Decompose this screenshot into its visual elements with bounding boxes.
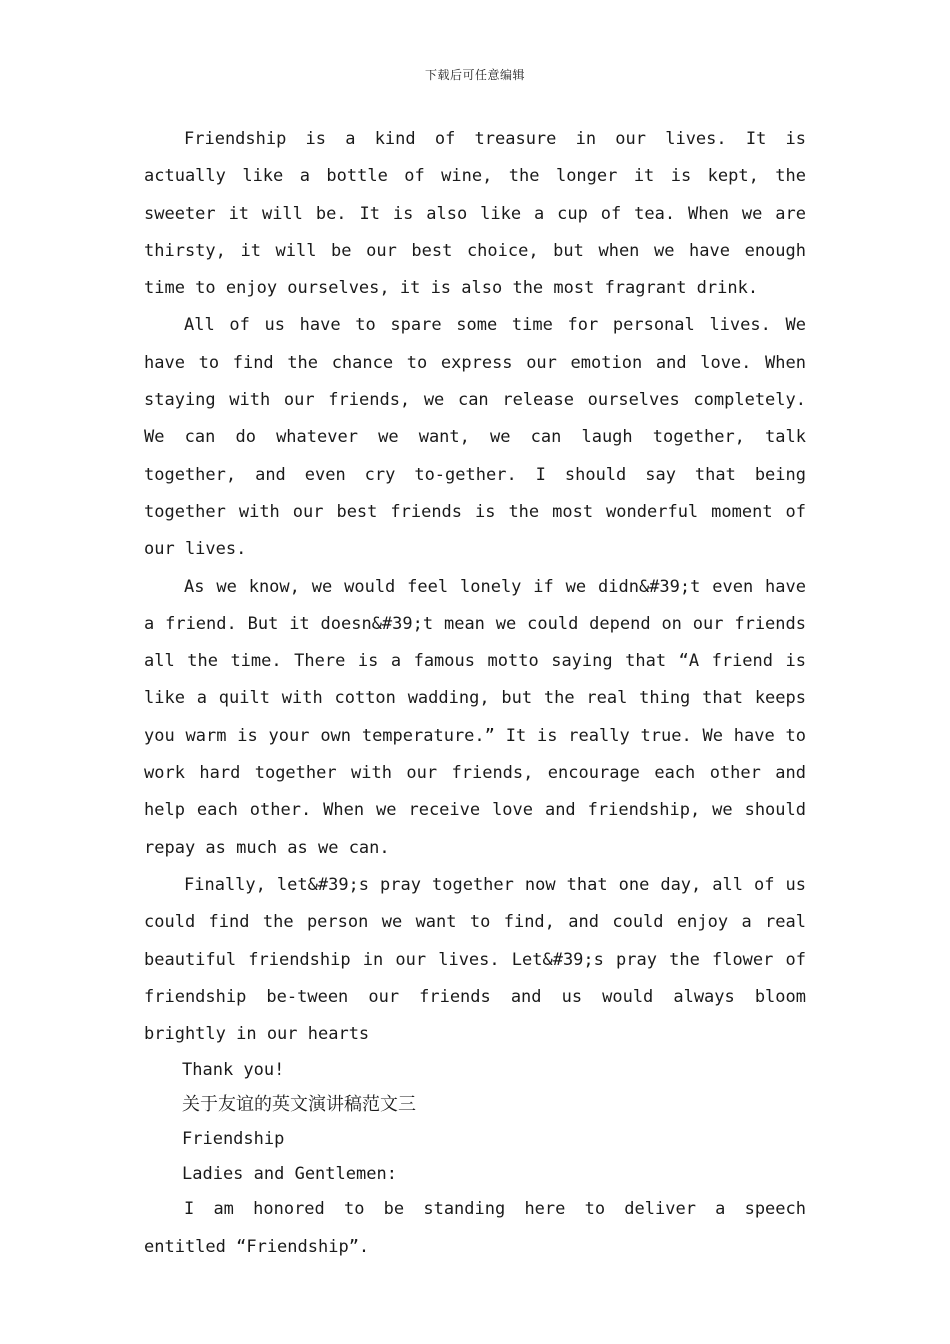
paragraph-1: Friendship is a kind of treasure in our lives. It is actually like a bottle of wine, the longer it is kept, the sweeter it will be. It is also like a cup of tea. When we are thirsty, it will be our best choice, but when we have enough time to enjoy ourselves, it is also the most fragrant drink. <box>144 129 806 299</box>
page-header: 下载后可任意编辑 <box>424 68 525 82</box>
thanks-line: Thank you! <box>182 1060 285 1081</box>
paragraph-5: I am honored to be standing here to deliver a speech entitled “Friendship”. <box>144 1199 806 1257</box>
speech-title: Friendship <box>182 1129 285 1150</box>
salutation: Ladies and Gentlemen: <box>182 1163 397 1184</box>
paragraph-3: As we know, we would feel lonely if we didn&#39;t even have a friend. But it doesn&#39;t mean we could depend on our friends all the time. There is a famous motto saying that “A friend is like a quilt with cotton wadding, but the real thing that keeps you warm is your own temperature.” It is really true. We have to work hard together with our friends, encourage each other and help each other. When we receive love and friendship, we should repay as much as we can. <box>144 576 806 858</box>
document-body <box>144 121 806 1266</box>
paragraph-4: Finally, let&#39;s pray together now that one day, all of us could find the person we want to find, and could enjoy a real beautiful friendship in our lives. Let&#39;s pray the flower of friendship be-tween our friends and us would always bloom brightly in our hearts <box>144 874 806 1045</box>
paragraph-2: All of us have to spare some time for personal lives. We have to find the chance to express our emotion and love. When staying with our friends, we can release ourselves completely. We can do whatever we want, we can laugh together, talk together, and even cry to-gether. I should say that being together with our best friends is the most wonderful moment of our lives. <box>144 315 806 560</box>
section-title: 关于友谊的英文演讲稿范文三 <box>182 1093 416 1115</box>
